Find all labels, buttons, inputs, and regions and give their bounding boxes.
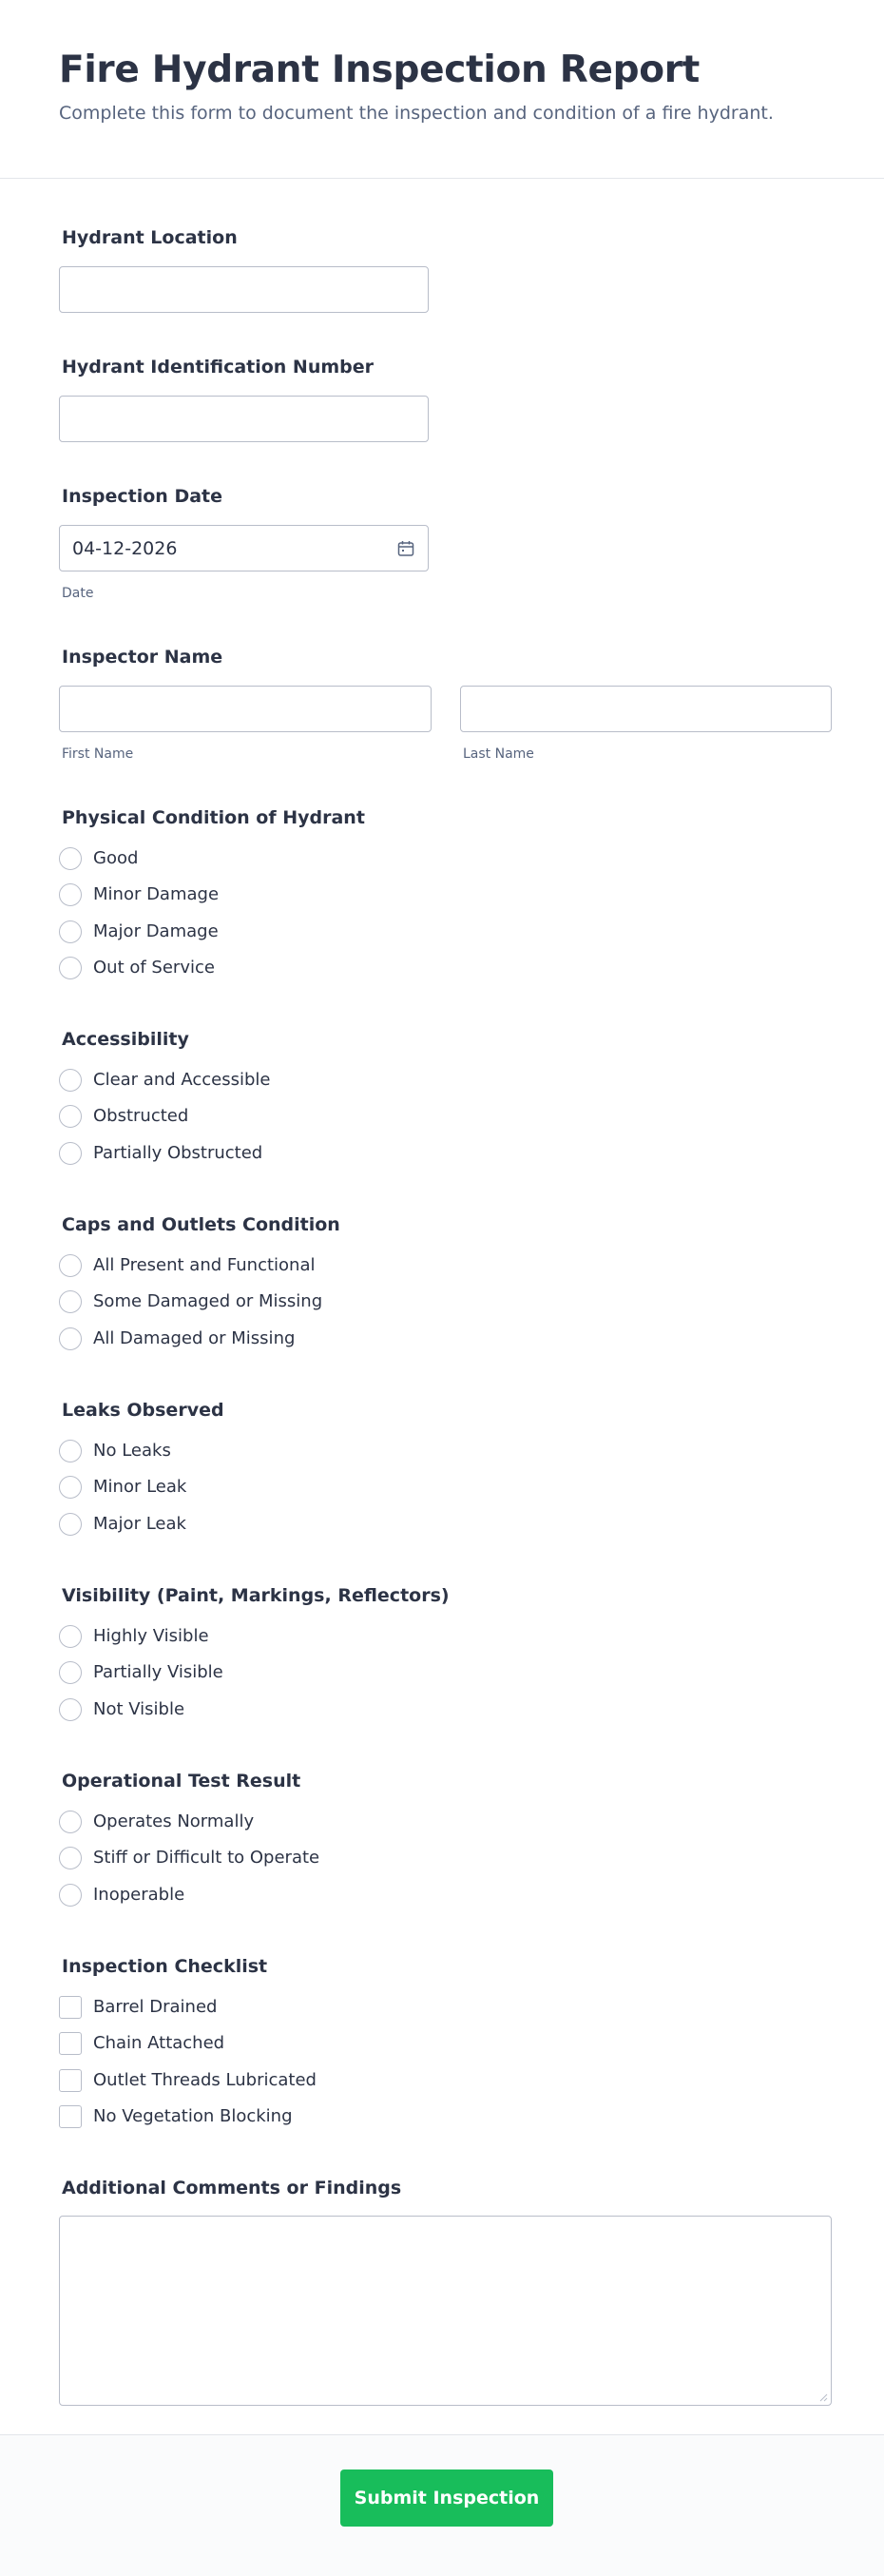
inspector-name-label: Inspector Name [62, 647, 223, 668]
option-label: Minor Damage [93, 884, 220, 904]
inspector-first-name-input[interactable] [59, 686, 432, 732]
hydrant-id-label: Hydrant Identification Number [62, 357, 375, 378]
radio-button[interactable] [59, 1661, 82, 1684]
visibility-option[interactable] [59, 1659, 223, 1686]
option-label: All Present and Functional [93, 1255, 316, 1275]
inspection-date-sublabel: Date [62, 586, 94, 601]
leaks-label: Leaks Observed [62, 1400, 224, 1421]
radio-button[interactable] [59, 957, 82, 979]
leaks-option[interactable] [59, 1511, 186, 1538]
caps-outlets-option[interactable] [59, 1326, 295, 1352]
radio-button[interactable] [59, 847, 82, 870]
checkbox[interactable] [59, 2032, 82, 2055]
accessibility-label: Accessibility [62, 1029, 189, 1050]
radio-button[interactable] [59, 1811, 82, 1833]
form-title: Fire Hydrant Inspection Report [59, 48, 700, 91]
visibility-option[interactable] [59, 1623, 209, 1650]
option-label: Inoperable [93, 1885, 185, 1905]
physical-condition-option[interactable] [59, 881, 219, 908]
option-label: Operates Normally [93, 1811, 255, 1831]
form-subtitle: Complete this form to document the inspection and condition of a fire hydrant. [59, 103, 774, 124]
option-label: Highly Visible [93, 1626, 209, 1646]
option-label: Clear and Accessible [93, 1070, 271, 1090]
accessibility-option[interactable] [59, 1140, 262, 1167]
last-name-sublabel: Last Name [463, 746, 534, 762]
inspection-date-label: Inspection Date [62, 486, 223, 507]
first-name-sublabel: First Name [62, 746, 134, 762]
inspection-date-input[interactable] [59, 525, 429, 571]
physical-condition-option[interactable] [59, 845, 138, 872]
radio-button[interactable] [59, 1254, 82, 1277]
form-header [0, 0, 884, 179]
checklist-option[interactable] [59, 2067, 317, 2094]
radio-button[interactable] [59, 1327, 82, 1350]
operational-test-option[interactable] [59, 1882, 184, 1908]
checklist-option[interactable] [59, 1994, 217, 2021]
radio-button[interactable] [59, 1290, 82, 1313]
physical-condition-option[interactable] [59, 955, 215, 981]
option-label: Partially Visible [93, 1662, 223, 1682]
option-label: Stiff or Difficult to Operate [93, 1848, 320, 1868]
checkbox[interactable] [59, 2105, 82, 2128]
radio-button[interactable] [59, 1142, 82, 1165]
option-label: Not Visible [93, 1699, 185, 1719]
radio-button[interactable] [59, 1069, 82, 1092]
accessibility-option[interactable] [59, 1103, 188, 1130]
comments-label: Additional Comments or Findings [62, 2178, 402, 2198]
radio-button[interactable] [59, 1440, 82, 1462]
accessibility-option[interactable] [59, 1067, 271, 1094]
radio-button[interactable] [59, 1476, 82, 1499]
physical-condition-label: Physical Condition of Hydrant [62, 807, 365, 828]
resize-handle-icon[interactable] [818, 2392, 828, 2402]
submit-inspection-button[interactable]: Submit Inspection [340, 2469, 553, 2527]
inspector-last-name-input[interactable] [460, 686, 832, 732]
checkbox[interactable] [59, 2069, 82, 2092]
inspection-checklist-label: Inspection Checklist [62, 1956, 268, 1977]
radio-button[interactable] [59, 1105, 82, 1128]
checklist-option[interactable] [59, 2103, 293, 2130]
operational-test-option[interactable] [59, 1809, 254, 1835]
radio-button[interactable] [59, 920, 82, 943]
option-label: Major Leak [93, 1514, 186, 1534]
radio-button[interactable] [59, 883, 82, 906]
hydrant-id-input[interactable] [59, 396, 429, 442]
radio-button[interactable] [59, 1698, 82, 1721]
leaks-option[interactable] [59, 1438, 171, 1464]
option-label: Barrel Drained [93, 1997, 218, 2017]
option-label: Outlet Threads Lubricated [93, 2070, 317, 2090]
radio-button[interactable] [59, 1847, 82, 1869]
radio-button[interactable] [59, 1625, 82, 1648]
comments-textarea[interactable] [59, 2216, 832, 2406]
operational-test-label: Operational Test Result [62, 1771, 301, 1792]
calendar-icon[interactable] [397, 540, 414, 557]
option-label: Obstructed [93, 1106, 189, 1126]
option-label: Good [93, 848, 139, 868]
visibility-option[interactable] [59, 1696, 184, 1723]
option-label: Major Damage [93, 921, 219, 941]
inspection-date-value: 04-12-2026 [72, 537, 178, 559]
caps-outlets-label: Caps and Outlets Condition [62, 1214, 340, 1235]
option-label: Chain Attached [93, 2033, 225, 2053]
caps-outlets-option[interactable] [59, 1252, 315, 1279]
radio-button[interactable] [59, 1513, 82, 1536]
physical-condition-option[interactable] [59, 919, 219, 945]
caps-outlets-option[interactable] [59, 1288, 322, 1315]
option-label: Partially Obstructed [93, 1143, 263, 1163]
option-label: All Damaged or Missing [93, 1328, 296, 1348]
option-label: No Leaks [93, 1441, 171, 1461]
option-label: Some Damaged or Missing [93, 1291, 323, 1311]
hydrant-location-input[interactable] [59, 266, 429, 313]
hydrant-location-label: Hydrant Location [62, 227, 238, 248]
option-label: No Vegetation Blocking [93, 2106, 293, 2126]
visibility-label: Visibility (Paint, Markings, Reflectors) [62, 1585, 450, 1606]
checkbox[interactable] [59, 1996, 82, 2019]
form-body [0, 179, 884, 2434]
radio-button[interactable] [59, 1884, 82, 1907]
leaks-option[interactable] [59, 1474, 186, 1501]
form-footer [0, 2434, 884, 2576]
option-label: Out of Service [93, 958, 215, 978]
operational-test-option[interactable] [59, 1845, 319, 1871]
checklist-option[interactable] [59, 2030, 224, 2057]
option-label: Minor Leak [93, 1477, 187, 1497]
